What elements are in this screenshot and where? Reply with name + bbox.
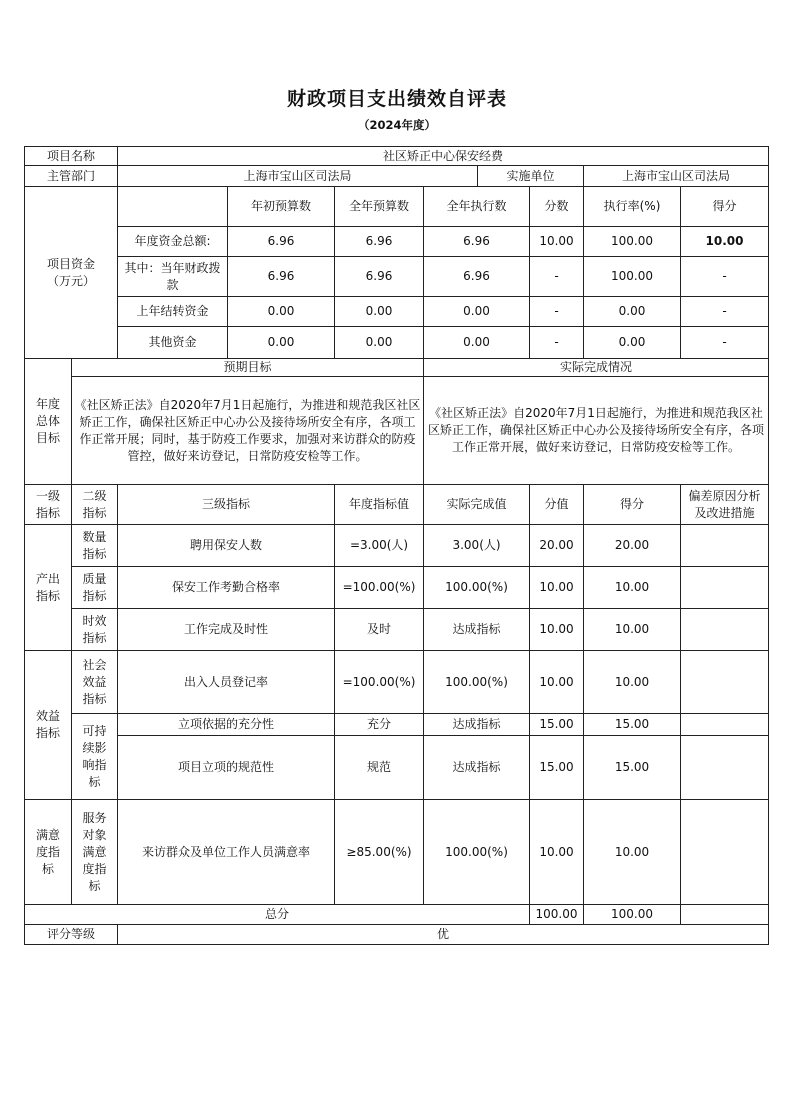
indicator-weight: 20.00 (530, 525, 584, 567)
weight-header: 分值 (530, 485, 584, 525)
annual-goal-label: 年度 总体 目标 (25, 359, 72, 485)
page-subtitle: （2024年度） (357, 118, 436, 132)
expected-goal-text: 《社区矫正法》自2020年7月1日起施行，为推进和规范我区社区矫正工作，确保社区矫正中心办公及接待场所安全有序，各项工作正常开展；同时，基于防疫工作要求，加强对来访群众的防疫管控，做好来访登记，日常防疫安检等工作。 (72, 377, 424, 485)
funding-cell: 0.00 (335, 327, 424, 359)
indicator-score: 15.00 (584, 714, 681, 736)
page-title: 财政项目支出绩效自评表 (286, 88, 507, 110)
indicator-weight: 10.00 (530, 651, 584, 714)
indicator-score: 10.00 (584, 651, 681, 714)
indicator-target: =100.00(%) (335, 567, 424, 609)
funding-header: 年初预算数 (228, 187, 335, 227)
indicator-target: =100.00(%) (335, 651, 424, 714)
funding-cell: 6.96 (335, 257, 424, 297)
funding-header: 分数 (530, 187, 584, 227)
indicator-actual: 100.00(%) (424, 651, 530, 714)
department-value: 上海市宝山区司法局 (118, 166, 478, 187)
funding-cell: - (681, 297, 769, 327)
indicator-deviation (681, 525, 769, 567)
actual-status-header: 实际完成情况 (424, 359, 769, 377)
project-name-label: 项目名称 (25, 147, 118, 166)
funding-cell: - (681, 257, 769, 297)
implementer-label: 实施单位 (478, 166, 584, 187)
satisfaction-indicator-label: 满意 度指 标 (25, 800, 72, 905)
total-weight: 100.00 (530, 905, 584, 925)
indicator-name: 来访群众及单位工作人员满意率 (118, 800, 335, 905)
indicator-target: ≥85.00(%) (335, 800, 424, 905)
indicator-deviation (681, 567, 769, 609)
funding-row-label: 其中：当年财政拨款 (118, 257, 228, 297)
indicator-weight: 10.00 (530, 609, 584, 651)
indicator-deviation (681, 714, 769, 736)
funding-cell: 0.00 (228, 327, 335, 359)
funding-cell: 0.00 (424, 297, 530, 327)
indicator-target: 及时 (335, 609, 424, 651)
funding-cell: - (530, 297, 584, 327)
funding-header: 得分 (681, 187, 769, 227)
evaluation-table (24, 146, 769, 945)
indicator-score: 15.00 (584, 736, 681, 800)
score-header: 得分 (584, 485, 681, 525)
indicator-score: 10.00 (584, 800, 681, 905)
indicator-actual: 达成指标 (424, 736, 530, 800)
level2-header: 二级 指标 (72, 485, 118, 525)
funding-cell: - (530, 327, 584, 359)
funding-cell: 6.96 (228, 257, 335, 297)
funding-cell: 0.00 (228, 297, 335, 327)
total-score: 100.00 (584, 905, 681, 925)
indicator-deviation (681, 651, 769, 714)
funding-cell: 6.96 (335, 227, 424, 257)
indicator-name: 立项依据的充分性 (118, 714, 335, 736)
project-name-value: 社区矫正中心保安经费 (118, 147, 769, 166)
indicator-name: 出入人员登记率 (118, 651, 335, 714)
indicator-deviation (681, 800, 769, 905)
indicator-score: 20.00 (584, 525, 681, 567)
indicator-actual: 100.00(%) (424, 567, 530, 609)
actual-value-header: 实际完成值 (424, 485, 530, 525)
indicator-name: 保安工作考勤合格率 (118, 567, 335, 609)
implementer-value: 上海市宝山区司法局 (584, 166, 769, 187)
sub-indicator: 社会 效益 指标 (72, 651, 118, 714)
indicator-deviation (681, 609, 769, 651)
indicator-target: =3.00(人) (335, 525, 424, 567)
indicator-weight: 15.00 (530, 736, 584, 800)
funding-header-blank (118, 187, 228, 227)
funding-row-label: 年度资金总额: (118, 227, 228, 257)
sub-indicator: 质量 指标 (72, 567, 118, 609)
total-deviation (681, 905, 769, 925)
deviation-header: 偏差原因分析 及改进措施 (681, 485, 769, 525)
funding-cell: 6.96 (424, 227, 530, 257)
indicator-name: 工作完成及时性 (118, 609, 335, 651)
indicator-actual: 达成指标 (424, 609, 530, 651)
indicator-target: 规范 (335, 736, 424, 800)
funding-cell: 0.00 (335, 297, 424, 327)
sub-indicator: 数量 指标 (72, 525, 118, 567)
output-indicator-label: 产出 指标 (25, 525, 72, 651)
indicator-score: 10.00 (584, 567, 681, 609)
level1-header: 一级 指标 (25, 485, 72, 525)
indicator-weight: 10.00 (530, 800, 584, 905)
indicator-name: 项目立项的规范性 (118, 736, 335, 800)
indicator-target: 充分 (335, 714, 424, 736)
funding-header: 全年预算数 (335, 187, 424, 227)
funding-cell: 6.96 (228, 227, 335, 257)
funding-cell: 6.96 (424, 257, 530, 297)
indicator-actual: 3.00(人) (424, 525, 530, 567)
funding-row-label: 其他资金 (118, 327, 228, 359)
benefit-indicator-label: 效益 指标 (25, 651, 72, 800)
sub-indicator: 服务 对象 满意 度指 标 (72, 800, 118, 905)
rating-label: 评分等级 (25, 925, 118, 945)
total-label: 总分 (25, 905, 530, 925)
funding-cell: 0.00 (584, 327, 681, 359)
funding-cell: - (530, 257, 584, 297)
expected-goal-header: 预期目标 (72, 359, 424, 377)
funding-header: 执行率(%) (584, 187, 681, 227)
department-label: 主管部门 (25, 166, 118, 187)
sub-indicator: 可持 续影 响指 标 (72, 714, 118, 800)
funding-header: 全年执行数 (424, 187, 530, 227)
funding-cell: 0.00 (424, 327, 530, 359)
funding-cell: 10.00 (681, 227, 769, 257)
funding-row-label: 上年结转资金 (118, 297, 228, 327)
sub-indicator: 时效 指标 (72, 609, 118, 651)
funding-cell: - (681, 327, 769, 359)
funding-label: 项目资金 （万元） (25, 187, 118, 359)
level3-header: 三级指标 (118, 485, 335, 525)
indicator-weight: 10.00 (530, 567, 584, 609)
funding-cell: 100.00 (584, 257, 681, 297)
rating-value: 优 (118, 925, 769, 945)
indicator-actual: 达成指标 (424, 714, 530, 736)
annual-target-header: 年度指标值 (335, 485, 424, 525)
indicator-weight: 15.00 (530, 714, 584, 736)
funding-cell: 0.00 (584, 297, 681, 327)
funding-cell: 10.00 (530, 227, 584, 257)
funding-cell: 100.00 (584, 227, 681, 257)
indicator-deviation (681, 736, 769, 800)
actual-status-text: 《社区矫正法》自2020年7月1日起施行，为推进和规范我区社区矫正工作，确保社区矫正中心办公及接待场所安全有序，各项工作正常开展，做好来访登记，日常防疫安检等工作。 (424, 377, 769, 485)
indicator-score: 10.00 (584, 609, 681, 651)
indicator-actual: 100.00(%) (424, 800, 530, 905)
indicator-name: 聘用保安人数 (118, 525, 335, 567)
